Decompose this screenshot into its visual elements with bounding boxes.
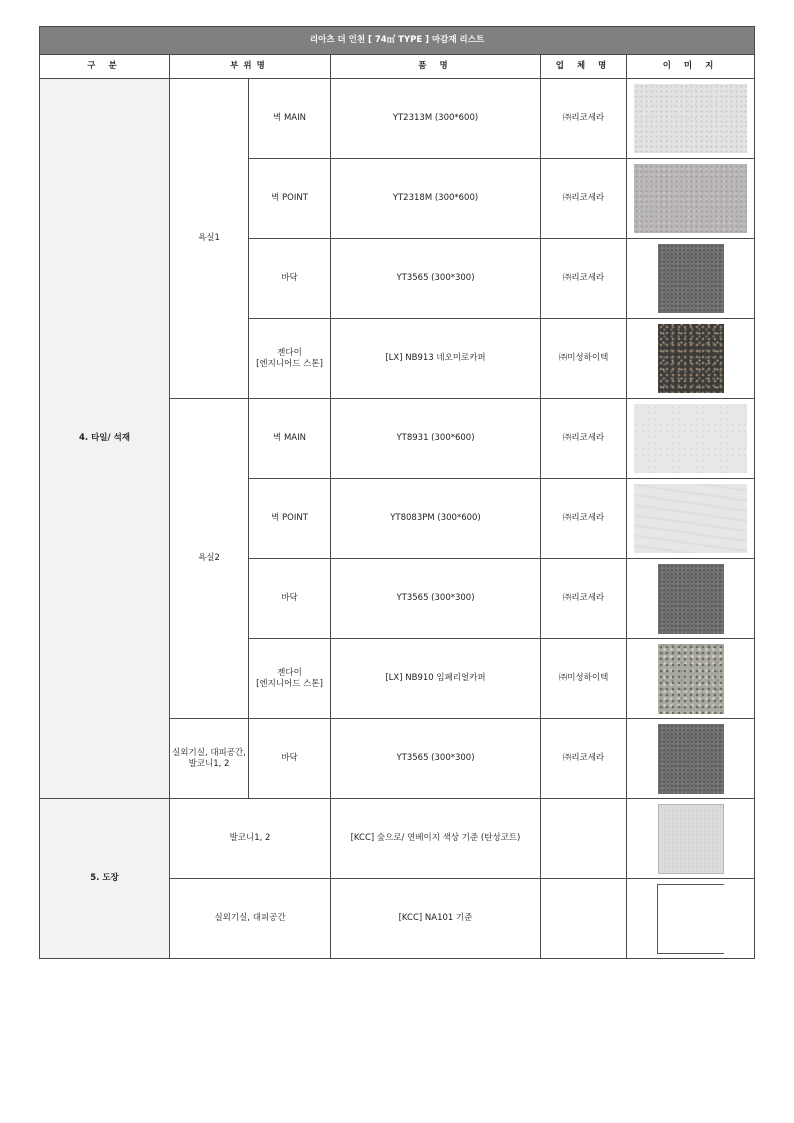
tile-swatch-image <box>634 84 747 153</box>
product-cell: [LX] NB913 네오미로카퍼 <box>331 319 541 399</box>
header-company: 업 체 명 <box>541 55 627 79</box>
company-cell <box>541 879 627 959</box>
stone-swatch-image <box>658 324 724 393</box>
part-cell: 바닥 <box>249 719 331 799</box>
product-cell: [KCC] NA101 기준 <box>331 879 541 959</box>
tile-swatch-image <box>634 484 747 553</box>
product-cell: YT2313M (300*600) <box>331 79 541 159</box>
paint-swatch-image <box>657 884 724 954</box>
image-cell <box>627 399 755 479</box>
product-cell: [LX] NB910 임페리얼카퍼 <box>331 639 541 719</box>
table-row <box>40 799 755 879</box>
product-cell: [KCC] 숲으로/ 연베이지 색상 기준 (탄성코트) <box>331 799 541 879</box>
finish-material-table <box>39 26 755 959</box>
part-cell: 젠다이 [엔지니어드 스톤] <box>249 639 331 719</box>
location-cell: 발코니1, 2 <box>170 799 331 879</box>
part-cell: 벽 POINT <box>249 479 331 559</box>
image-cell <box>627 239 755 319</box>
category-tile-stone: 4. 타일/ 석재 <box>40 79 170 799</box>
tile-swatch-image <box>634 164 747 233</box>
category-paint: 5. 도장 <box>40 799 170 959</box>
image-cell <box>627 879 755 959</box>
image-cell <box>627 319 755 399</box>
company-cell: ㈜미성하이텍 <box>541 319 627 399</box>
company-cell: ㈜리코세라 <box>541 559 627 639</box>
part-cell: 바닥 <box>249 559 331 639</box>
part-cell: 벽 MAIN <box>249 79 331 159</box>
image-cell <box>627 559 755 639</box>
location-cell: 실외기실, 대피공간 <box>170 879 331 959</box>
part-cell: 젠다이 [엔지니어드 스톤] <box>249 319 331 399</box>
product-cell: YT3565 (300*300) <box>331 239 541 319</box>
tile-swatch-image <box>658 564 724 634</box>
table-title: 리아츠 더 인천 [ 74㎡ TYPE ] 마감재 리스트 <box>40 27 755 55</box>
image-cell <box>627 719 755 799</box>
stone-swatch-image <box>658 644 724 714</box>
location-bath2: 욕실2 <box>170 399 249 719</box>
location-outdoor: 실외기실, 대피공간, 발코니1, 2 <box>170 719 249 799</box>
company-cell: ㈜리코세라 <box>541 79 627 159</box>
part-cell: 바닥 <box>249 239 331 319</box>
paint-swatch-image <box>658 804 724 874</box>
product-cell: YT3565 (300*300) <box>331 719 541 799</box>
company-cell: ㈜리코세라 <box>541 399 627 479</box>
product-cell: YT8083PM (300*600) <box>331 479 541 559</box>
table-row <box>40 79 755 159</box>
tile-swatch-image <box>658 724 724 794</box>
image-cell <box>627 799 755 879</box>
image-cell <box>627 639 755 719</box>
part-cell: 벽 MAIN <box>249 399 331 479</box>
header-category: 구 분 <box>40 55 170 79</box>
tile-swatch-image <box>658 244 724 313</box>
company-cell: ㈜리코세라 <box>541 479 627 559</box>
image-cell <box>627 79 755 159</box>
part-cell: 벽 POINT <box>249 159 331 239</box>
company-cell: ㈜미성하이텍 <box>541 639 627 719</box>
image-cell <box>627 159 755 239</box>
tile-swatch-image <box>634 404 747 473</box>
product-cell: YT8931 (300*600) <box>331 399 541 479</box>
header-location: 부위명 <box>170 55 331 79</box>
image-cell <box>627 479 755 559</box>
header-image: 이 미 지 <box>627 55 755 79</box>
company-cell: ㈜리코세라 <box>541 719 627 799</box>
company-cell <box>541 799 627 879</box>
header-product: 품 명 <box>331 55 541 79</box>
product-cell: YT3565 (300*300) <box>331 559 541 639</box>
header-row <box>40 55 755 79</box>
product-cell: YT2318M (300*600) <box>331 159 541 239</box>
company-cell: ㈜리코세라 <box>541 159 627 239</box>
company-cell: ㈜리코세라 <box>541 239 627 319</box>
location-bath1: 욕실1 <box>170 79 249 399</box>
